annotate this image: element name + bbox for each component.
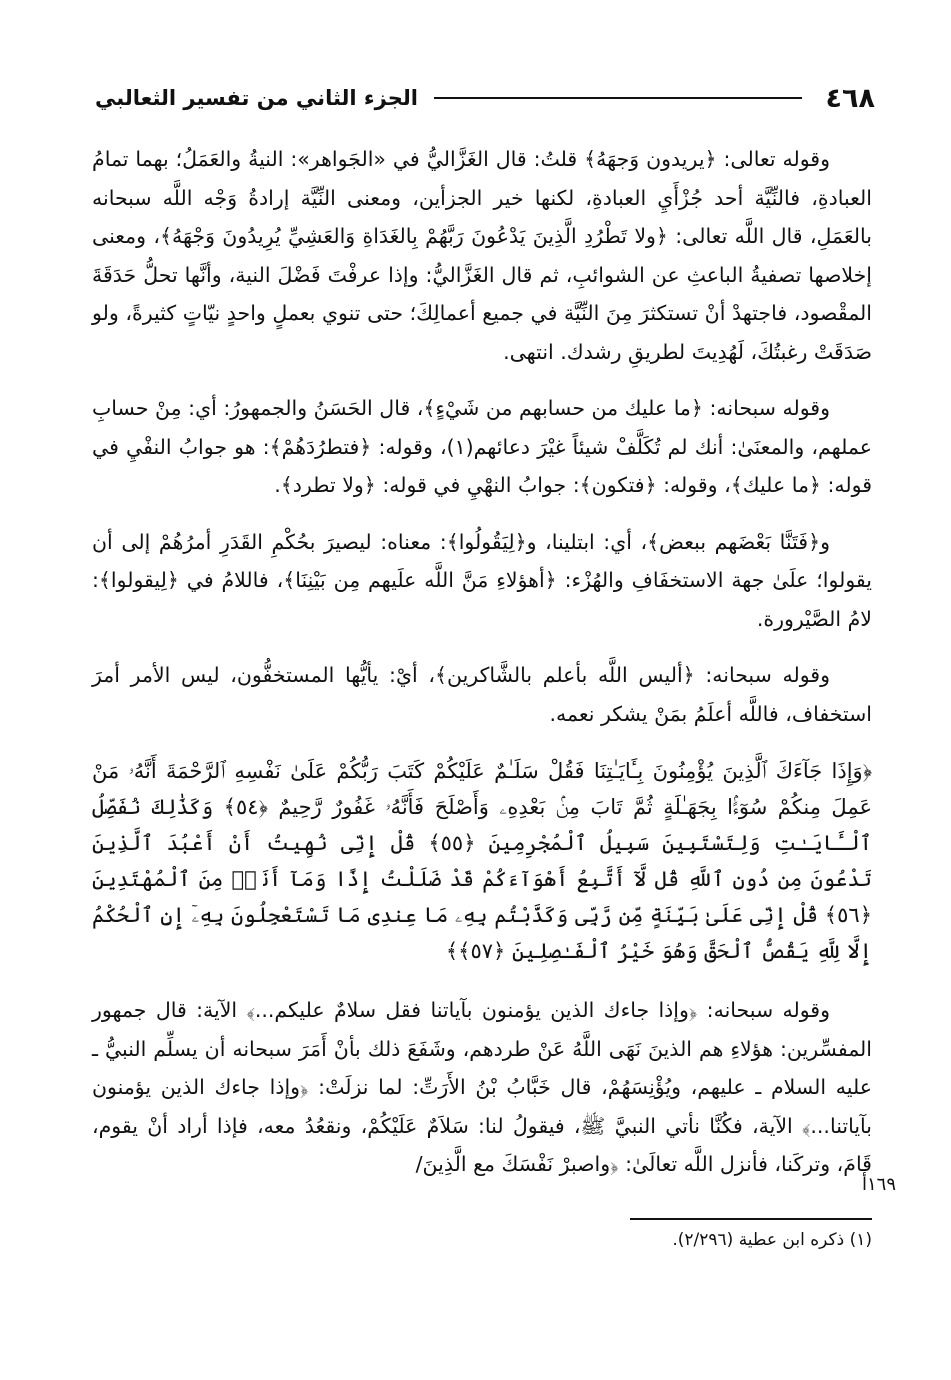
paragraph-5: وقوله سبحانه: ﴿وإذا جاءك الذين يؤمنون بآياتنا فقل سلامٌ عليكم...﴾ الآية: قال جمهور المفسِّرين: هؤلاءِ هم الذينَ نَهَى اللَّهُ عَنْ طردهم، وشَفَعَ ذلك بأنْ أَمَرَ سبحانه أن يسلِّم النبيُّ ـ عليه السلام ـ عليهم، ويُؤْنِسَهُمْ، قال خَبَّابُ بْنُ الأَرَتِّ: لما نزلَتْ: ﴿وإذا جاءك الذين يؤمنون بآياتنا...﴾ الآية، فكُنَّا نأتي النبيَّ ﷺ، فيقولُ لنا: سَلاَمٌ عَلَيْكُمْ، ونقعُدُ معه، فإذا أراد أنْ يقوم، قَامَ، وتركَنا، فأنزل اللَّه تعالَىٰ: ﴿واصبرْ نَفْسَكَ مع الَّذِينَ/ [92,998,872,1176]
header-rule [434,97,802,99]
footnote-1: (١) ذكره ابن عطية (٢/٢٩٦). [672,1230,872,1250]
footnote-rule [630,1218,872,1220]
paragraph-1: وقوله تعالى: ﴿يريدون وَجهَهُ﴾ قلتُ: قال الغَزَّاليُّ في «الجَواهر»: النيةُ والعَمَلُ؛ بهما تمامُ العبادةِ، فالنِّيَّة أحد جُزْأَيِ العبادةِ، لكنها خير الجزأين، ومعنى النِّيَّة إرادةُ وَجْه اللَّه سبحانه بالعَمَلِ، قال اللَّه تعالى: ﴿ولا تَطْرُدِ الَّذِينَ يَدْعُونَ رَبَّهُمْ بِالغَدَاةِ وَالعَشِيِّ يُرِيدُونَ وَجْهَهُ﴾، ومعنى إخلاصها تصفيةُ الباعثِ عن الشوائبِ، ثم قال الغَزَّاليُّ: وإذا عرفْتَ فَضْلَ النية، وأنَّها تحلُّ حَدَقَةَ المقْصود، فاجتهدْ أنْ تستكثرَ مِنَ النِّيَّة في جميع أعمالِكَ؛ حتى تنوي بعملٍ واحدٍ نيّاتٍ كثيرةً، ولو صَدَقَتْ رغبتُكَ، لَهُدِيتَ لطريقِ رشدك. انتهى. [92,147,872,364]
running-title: الجزء الثاني من تفسير الثعالبي [95,86,418,110]
paragraph-2: وقوله سبحانه: ﴿ما عليك من حسابهم من شَيْءٍ﴾، قال الحَسَنُ والجمهورُ: أي: مِنْ حسابِ عملهم، والمعنَىٰ: أنك لم تُكَلَّفْ شيئاً غيْرَ دعائهم(١)، وقوله: ﴿فتطرُدَهُمْ﴾: هو جوابُ النفْيِ في قوله: ﴿ما عليك﴾، وقوله: ﴿فتكون﴾: جوابُ النهْيِ في قوله: ﴿ولا تطرد﴾. [92,396,872,497]
paragraph-4: وقوله سبحانه: ﴿أليس اللَّه بأعلم بالشَّاكرين﴾، أيْ: يأيُّها المستخفُّون، ليس الأمر أمرَ استخفاف، فاللَّه أعلَمُ بمَنْ يشكر نعمه. [92,663,872,726]
page-body [92,140,872,1184]
manuscript-folio-note: ١٦٩أ [862,1174,897,1195]
paragraph-3: و﴿فَتَنَّا بَعْضَهم ببعض﴾، أي: ابتلينا، و﴿لِيَقُولُوا﴾: معناه: ليصيرَ بحُكْمِ القَدَرِ أمرُهُمْ إلى أن يقولوا؛ علَىٰ جهة الاستخفَافِ والهُزْء: ﴿أهؤلاءِ مَنَّ اللَّه علَيهم مِن بَيْنِنَا﴾، فاللامُ في ﴿لِيقولوا﴾: لامُ الصَّيْرورة. [92,529,872,631]
quran-verses-block: ﴿وَإِذَا جَآءَكَ ٱلَّذِينَ يُؤْمِنُونَ بِـَٔايَـٰتِنَا فَقُلْ سَلَـٰمٌ عَلَيْكُمْ كَتَبَ رَبُّكُمْ عَلَىٰ نَفْسِهِ ٱلرَّحْمَةَ أَنَّهُۥ مَنْ عَمِلَ مِنكُمْ سُوٓءًۢا بِجَهَـٰلَةٍ ثُمَّ تَابَ مِنۢ بَعْدِهِۦ وَأَصْلَحَ فَأَنَّهُۥ غَفُورٌ رَّحِيمٌ ﴿٥٤﴾ وَكَذَٰلِكَ نُفَصِّلُ ٱلْـَٔايَـٰتِ وَلِتَسْتَبِينَ سَبِيلُ ٱلْمُجْرِمِينَ ﴿٥٥﴾ قُلْ إِنِّى نُهِيتُ أَنْ أَعْبُدَ ٱلَّذِينَ تَدْعُونَ مِن دُونِ ٱللَّهِ قُل لَّآ أَتَّبِعُ أَهْوَآءَكُمْ قَدْ ضَلَلْتُ إِذًا وَمَآ أَنَا۠ مِنَ ٱلْمُهْتَدِينَ ﴿٥٦﴾ قُلْ إِنِّى عَلَىٰ بَيِّنَةٍ مِّن رَّبِّى وَكَذَّبْتُم بِهِۦ مَا عِندِى مَا تَسْتَعْجِلُونَ بِهِۦٓ إِنِ ٱلْحُكْمُ إِلَّا لِلَّهِ يَقُصُّ ٱلْحَقَّ وَهُوَ خَيْرُ ٱلْفَـٰصِلِينَ ﴿٥٧﴾﴾ [92,759,872,963]
page-header [95,78,875,118]
page-number: ٤٦٨ [825,82,875,114]
